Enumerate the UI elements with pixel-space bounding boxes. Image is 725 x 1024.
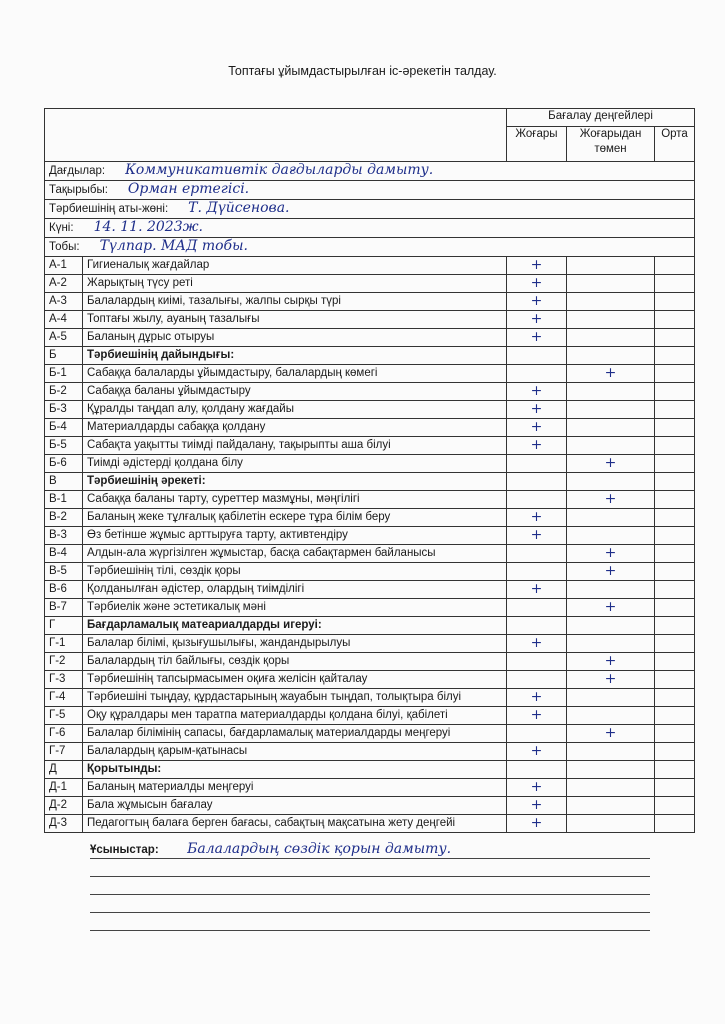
row-code: В-3 [45, 527, 83, 545]
mark-cell-high: + [507, 635, 567, 653]
row-code: А-2 [45, 275, 83, 293]
mark-cell-high: + [507, 815, 567, 833]
mark-cell-high: + [507, 779, 567, 797]
mark-cell-mid [567, 581, 655, 599]
mark-cell-avg [655, 401, 695, 419]
row-code: В-7 [45, 599, 83, 617]
row-criterion: Оқу құралдары мен таратпа материалдарды қолдана білуі, қабілеті [83, 707, 507, 725]
row-criterion: Жарықтың түсу реті [83, 275, 507, 293]
table-row [45, 779, 695, 797]
mark-cell-avg [655, 797, 695, 815]
mark-cell-mid [567, 329, 655, 347]
mark-cell-avg [655, 581, 695, 599]
mark-cell-high: + [507, 581, 567, 599]
row-criterion: Тәрбиелік және эстетикалық мәні [83, 599, 507, 617]
row-code: Б-1 [45, 365, 83, 383]
suggestions [90, 840, 650, 858]
table-row [45, 599, 695, 617]
info-cell [45, 181, 695, 200]
row-criterion: Балалардың киімі, тазалығы, жалпы сырқы түрі [83, 293, 507, 311]
row-criterion: Балалар білімі, қызығушылығы, жандандырылуы [83, 635, 507, 653]
mark-cell-avg [655, 527, 695, 545]
mark-cell-avg [655, 707, 695, 725]
mark-cell-mid [567, 383, 655, 401]
mark-cell-avg [655, 455, 695, 473]
mark-cell-avg [655, 311, 695, 329]
info-label: Тобы: [49, 241, 80, 253]
mark-cell-mid: + [567, 365, 655, 383]
mark-cell-mid [567, 635, 655, 653]
mark-cell-high: + [507, 689, 567, 707]
mark-cell-mid [567, 437, 655, 455]
mark-cell-mid [567, 293, 655, 311]
mark-cell-high: + [507, 329, 567, 347]
mark-cell-mid [567, 419, 655, 437]
table-row [45, 797, 695, 815]
table-row [45, 401, 695, 419]
mark-cell-mid: + [567, 725, 655, 743]
row-criterion: Тәрбиешіні тыңдау, құрдастарының жауабын тыңдап, толықтыра білуі [83, 689, 507, 707]
mark-cell-high [507, 473, 567, 491]
row-criterion: Топтағы жылу, ауаның тазалығы [83, 311, 507, 329]
row-criterion: Тәрбиешінің тапсырмасымен оқиға желісін қайталау [83, 671, 507, 689]
mark-cell-high: + [507, 275, 567, 293]
table-row [45, 473, 695, 491]
row-code: Г [45, 617, 83, 635]
level-title: Бағалау деңгейлері [507, 109, 695, 127]
info-label: Тәрбиешінің аты-жөні: [49, 203, 169, 215]
info-value: Түлпар. МАД тобы. [99, 238, 248, 254]
mark-cell-mid: + [567, 455, 655, 473]
row-criterion: Тәрбиешінің дайындығы: [83, 347, 507, 365]
mark-cell-mid [567, 761, 655, 779]
mark-cell-mid: + [567, 671, 655, 689]
table-row [45, 509, 695, 527]
mark-cell-avg [655, 419, 695, 437]
mark-cell-mid [567, 743, 655, 761]
table-row [45, 563, 695, 581]
suggestion-line [90, 876, 650, 877]
mark-cell-avg [655, 653, 695, 671]
mark-cell-mid [567, 401, 655, 419]
table-row [45, 653, 695, 671]
table-row [45, 743, 695, 761]
mark-cell-mid [567, 527, 655, 545]
mark-cell-high [507, 347, 567, 365]
col-high-header: Жоғары [507, 127, 567, 162]
row-code: Г-1 [45, 635, 83, 653]
row-code: Б-2 [45, 383, 83, 401]
mark-cell-high: + [507, 383, 567, 401]
row-criterion: Бала жұмысын бағалау [83, 797, 507, 815]
mark-cell-high: + [507, 419, 567, 437]
row-criterion: Баланың материалды меңгеруі [83, 779, 507, 797]
mark-cell-mid: + [567, 653, 655, 671]
mark-cell-high: + [507, 707, 567, 725]
row-code: Д-3 [45, 815, 83, 833]
mark-cell-avg [655, 257, 695, 275]
mark-cell-mid [567, 779, 655, 797]
mark-cell-avg [655, 365, 695, 383]
row-code: В-2 [45, 509, 83, 527]
row-criterion: Қолданылған әдістер, олардың тиімділігі [83, 581, 507, 599]
info-value: Коммуникативтік дағдыларды дамыту. [125, 162, 434, 178]
row-criterion: Баланың жеке тұлғалық қабілетін ескере тұра білім беру [83, 509, 507, 527]
mark-cell-avg [655, 743, 695, 761]
mark-cell-mid [567, 257, 655, 275]
table-row [45, 365, 695, 383]
table-row [45, 635, 695, 653]
table-row [45, 347, 695, 365]
row-criterion: Қорытынды: [83, 761, 507, 779]
table-row [45, 419, 695, 437]
row-code: В-6 [45, 581, 83, 599]
suggestion-line [90, 930, 650, 931]
col-mid-header: Жоғарыдан төмен [567, 127, 655, 162]
mark-cell-high [507, 545, 567, 563]
row-criterion: Сабаққа баланы тарту, суреттер мазмұны, мәңгілігі [83, 491, 507, 509]
mark-cell-high [507, 563, 567, 581]
row-criterion: Тәрбиешінің әрекеті: [83, 473, 507, 491]
row-code: Д-1 [45, 779, 83, 797]
mark-cell-avg [655, 275, 695, 293]
mark-cell-avg [655, 689, 695, 707]
row-criterion: Өз бетінше жұмыс арттыруға тарту, активтендіру [83, 527, 507, 545]
mark-cell-avg [655, 473, 695, 491]
info-row [45, 181, 695, 200]
info-cell [45, 238, 695, 257]
row-criterion: Алдын-ала жүргізілген жұмыстар, басқа сабақтармен байланысы [83, 545, 507, 563]
table-row [45, 689, 695, 707]
mark-cell-avg [655, 599, 695, 617]
analysis-table [44, 108, 695, 833]
info-value: 14. 11. 2023ж. [93, 219, 203, 235]
mark-cell-mid: + [567, 545, 655, 563]
table-row [45, 293, 695, 311]
mark-cell-avg [655, 617, 695, 635]
mark-cell-high [507, 491, 567, 509]
info-label: Тақырыбы: [49, 184, 108, 196]
mark-cell-high: + [507, 257, 567, 275]
row-criterion: Гигиеналық жағдайлар [83, 257, 507, 275]
info-value: Т. Дүйсенова. [188, 200, 290, 216]
mark-cell-high: + [507, 311, 567, 329]
mark-cell-mid: + [567, 563, 655, 581]
table-row [45, 761, 695, 779]
mark-cell-avg [655, 383, 695, 401]
table-row [45, 311, 695, 329]
info-row [45, 238, 695, 257]
row-criterion: Құралды таңдап алу, қолдану жағдайы [83, 401, 507, 419]
col-avg-header: Орта [655, 127, 695, 162]
table-row [45, 329, 695, 347]
mark-cell-avg [655, 635, 695, 653]
table-row [45, 437, 695, 455]
suggestions-value: Балалардың сөздік қорын дамыту. [187, 841, 452, 857]
mark-cell-high [507, 761, 567, 779]
mark-cell-avg [655, 437, 695, 455]
suggestions-label: Ұсыныстар: [90, 844, 159, 856]
table-row [45, 707, 695, 725]
mark-cell-avg [655, 491, 695, 509]
mark-cell-high: + [507, 527, 567, 545]
row-criterion: Тиімді әдістерді қолдана білу [83, 455, 507, 473]
mark-cell-high: + [507, 437, 567, 455]
row-code: В [45, 473, 83, 491]
table-row [45, 545, 695, 563]
mark-cell-mid [567, 311, 655, 329]
mark-cell-avg [655, 671, 695, 689]
row-code: Г-3 [45, 671, 83, 689]
mark-cell-high [507, 671, 567, 689]
row-code: Б-6 [45, 455, 83, 473]
mark-cell-high: + [507, 401, 567, 419]
mark-cell-mid [567, 617, 655, 635]
mark-cell-mid: + [567, 599, 655, 617]
info-row [45, 162, 695, 181]
mark-cell-mid [567, 275, 655, 293]
mark-cell-mid: + [567, 491, 655, 509]
table-row [45, 617, 695, 635]
row-code: А-4 [45, 311, 83, 329]
info-value: Орман ертегісі. [127, 181, 250, 197]
mark-cell-high: + [507, 743, 567, 761]
row-criterion: Бағдарламалық матеариалдарды игеруі: [83, 617, 507, 635]
info-label: Дағдылар: [49, 165, 106, 177]
suggestion-line [90, 858, 650, 859]
table-row [45, 671, 695, 689]
table-row [45, 815, 695, 833]
row-code: Г-5 [45, 707, 83, 725]
mark-cell-high [507, 653, 567, 671]
mark-cell-avg [655, 347, 695, 365]
mark-cell-high: + [507, 797, 567, 815]
row-criterion: Сабаққа баланы ұйымдастыру [83, 383, 507, 401]
mark-cell-avg [655, 545, 695, 563]
table-row [45, 581, 695, 599]
mark-cell-mid [567, 689, 655, 707]
row-code: Б-4 [45, 419, 83, 437]
mark-cell-mid [567, 473, 655, 491]
row-code: В-4 [45, 545, 83, 563]
table-row [45, 491, 695, 509]
info-row [45, 200, 695, 219]
mark-cell-avg [655, 761, 695, 779]
mark-cell-avg [655, 725, 695, 743]
table-row [45, 257, 695, 275]
mark-cell-high [507, 617, 567, 635]
row-code: Г-2 [45, 653, 83, 671]
row-criterion: Педагогтың балаға берген бағасы, сабақтың мақсатына жету деңгейі [83, 815, 507, 833]
mark-cell-mid [567, 347, 655, 365]
row-criterion: Сабақта уақытты тиімді пайдалану, тақырыпты аша білуі [83, 437, 507, 455]
mark-cell-avg [655, 293, 695, 311]
row-code: Б [45, 347, 83, 365]
info-label: Күні: [49, 222, 74, 234]
row-code: Г-7 [45, 743, 83, 761]
row-criterion: Балалардың тіл байлығы, сөздік қоры [83, 653, 507, 671]
mark-cell-mid [567, 797, 655, 815]
row-code: А-5 [45, 329, 83, 347]
row-code: А-3 [45, 293, 83, 311]
row-criterion: Балалар білімінің сапасы, бағдарламалық материалдарды меңгеруі [83, 725, 507, 743]
row-code: В-5 [45, 563, 83, 581]
mark-cell-avg [655, 815, 695, 833]
mark-cell-avg [655, 509, 695, 527]
mark-cell-high [507, 599, 567, 617]
mark-cell-mid [567, 815, 655, 833]
mark-cell-high [507, 365, 567, 383]
row-code: Г-6 [45, 725, 83, 743]
mark-cell-avg [655, 779, 695, 797]
mark-cell-high [507, 455, 567, 473]
mark-cell-high: + [507, 293, 567, 311]
info-row [45, 219, 695, 238]
info-cell [45, 200, 695, 219]
table-row [45, 725, 695, 743]
row-code: Б-5 [45, 437, 83, 455]
table-row [45, 455, 695, 473]
mark-cell-mid [567, 509, 655, 527]
mark-cell-avg [655, 563, 695, 581]
mark-cell-avg [655, 329, 695, 347]
row-criterion: Тәрбиешінің тілі, сөздік қоры [83, 563, 507, 581]
row-code: Г-4 [45, 689, 83, 707]
row-criterion: Баланың дұрыс отыруы [83, 329, 507, 347]
row-code: Б-3 [45, 401, 83, 419]
mark-cell-mid [567, 707, 655, 725]
row-criterion: Материалдарды сабаққа қолдану [83, 419, 507, 437]
table-row [45, 527, 695, 545]
suggestion-line [90, 912, 650, 913]
row-code: Д-2 [45, 797, 83, 815]
row-code: В-1 [45, 491, 83, 509]
suggestion-line [90, 894, 650, 895]
row-code: А-1 [45, 257, 83, 275]
info-cell [45, 162, 695, 181]
header-row-1 [45, 109, 695, 127]
mark-cell-high: + [507, 509, 567, 527]
table-row [45, 275, 695, 293]
page-title: Топтағы ұйымдастырылған іс-әрекетін талдау. [228, 64, 497, 78]
table-row [45, 383, 695, 401]
row-code: Д [45, 761, 83, 779]
row-criterion: Балалардың қарым-қатынасы [83, 743, 507, 761]
mark-cell-high [507, 725, 567, 743]
info-cell [45, 219, 695, 238]
row-criterion: Сабаққа балаларды ұйымдастыру, балалардың көмегі [83, 365, 507, 383]
